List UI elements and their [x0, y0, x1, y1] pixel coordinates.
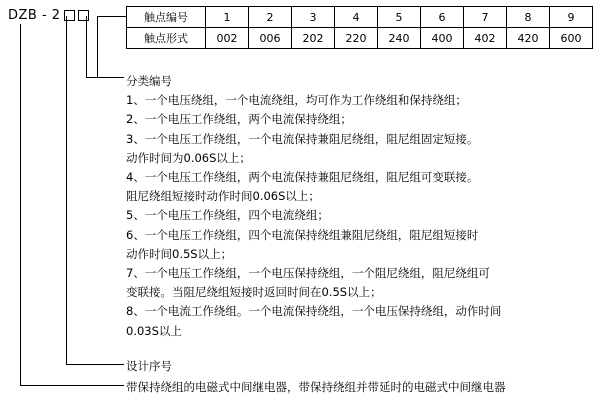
contact-number-cell: 7 — [464, 7, 507, 28]
notes-line: 动作时间0.5S以上； — [126, 246, 233, 261]
contact-number-cell: 8 — [507, 7, 550, 28]
notes-line: 4、一个电压工作绕组，两个电流保持兼阻尼绕组，阻尼组可变联接。 — [126, 170, 479, 185]
contact-form-cell: 220 — [335, 28, 378, 49]
model-code — [8, 8, 89, 23]
contact-form-cell: 202 — [292, 28, 335, 49]
contact-number-cell: 4 — [335, 7, 378, 28]
leader-line-design-horizontal — [66, 364, 124, 365]
contact-form-cell: 402 — [464, 28, 507, 49]
notes-line: 8、一个电流工作绕组。一个电流保持绕组，一个电压保持绕组，动作时间 — [126, 304, 502, 319]
contact-form-cell: 006 — [249, 28, 292, 49]
leader-line-category-horizontal — [86, 77, 124, 78]
contact-number-cell: 1 — [206, 7, 249, 28]
table-row — [127, 7, 593, 28]
notes-line: 1、一个电压绕组，一个电流绕组，均可作为工作绕组和保持绕组； — [126, 93, 467, 108]
notes-line: 7、一个电压工作绕组，一个电压保持绕组，一个阻尼绕组，阻尼绕组可 — [126, 266, 490, 281]
contact-table-wrapper — [126, 6, 593, 49]
notes-line: 2、一个电压工作绕组，两个电流保持绕组； — [126, 112, 352, 127]
leader-line-category-vertical — [86, 16, 87, 77]
row-label-contact-form: 触点形式 — [127, 28, 206, 49]
relay-description-label: 带保持绕组的电磁式中间继电器，带保持绕组并带延时的电磁式中间继电器 — [126, 380, 506, 394]
model-code-prefix: DZB - 2 — [8, 8, 61, 23]
notes-block — [126, 72, 588, 341]
contact-number-cell: 9 — [550, 7, 593, 28]
leader-line-description-vertical — [20, 24, 21, 385]
table-row — [127, 28, 593, 49]
contact-number-cell: 5 — [378, 7, 421, 28]
contact-form-cell: 240 — [378, 28, 421, 49]
leader-line-description-horizontal — [20, 385, 124, 386]
notes-line: 0.03S以上 — [126, 323, 182, 338]
notes-heading: 分类编号 — [126, 74, 172, 88]
notes-line: 5、一个电压工作绕组，四个电流绕组； — [126, 208, 329, 223]
leader-line-design-vertical — [66, 16, 67, 364]
notes-line: 动作时间为0.06S以上； — [126, 150, 251, 165]
notes-line: 6、一个电压工作绕组，四个电流保持绕组兼阻尼绕组，阻尼组短接时 — [126, 227, 479, 242]
contact-form-cell: 002 — [206, 28, 249, 49]
design-serial-label: 设计序号 — [126, 359, 172, 373]
contact-form-cell: 600 — [550, 28, 593, 49]
contact-form-cell: 400 — [421, 28, 464, 49]
leader-line-table-vertical — [97, 16, 98, 77]
row-label-contact-number: 触点编号 — [127, 7, 206, 28]
contact-number-cell: 6 — [421, 7, 464, 28]
leader-line-table-horizontal — [97, 16, 126, 17]
contact-number-cell: 2 — [249, 7, 292, 28]
notes-line: 阻尼绕组短接时动作时间0.06S以上； — [126, 189, 320, 204]
notes-line: 变联接。当阻尼绕组短接时返回时间在0.5S以上； — [126, 285, 382, 300]
contact-number-cell: 3 — [292, 7, 335, 28]
contact-form-cell: 420 — [507, 28, 550, 49]
contact-table — [126, 6, 593, 49]
notes-line: 3、一个电压工作绕组，一个电流保持兼阻尼绕组，阻尼组固定短接。 — [126, 131, 479, 146]
